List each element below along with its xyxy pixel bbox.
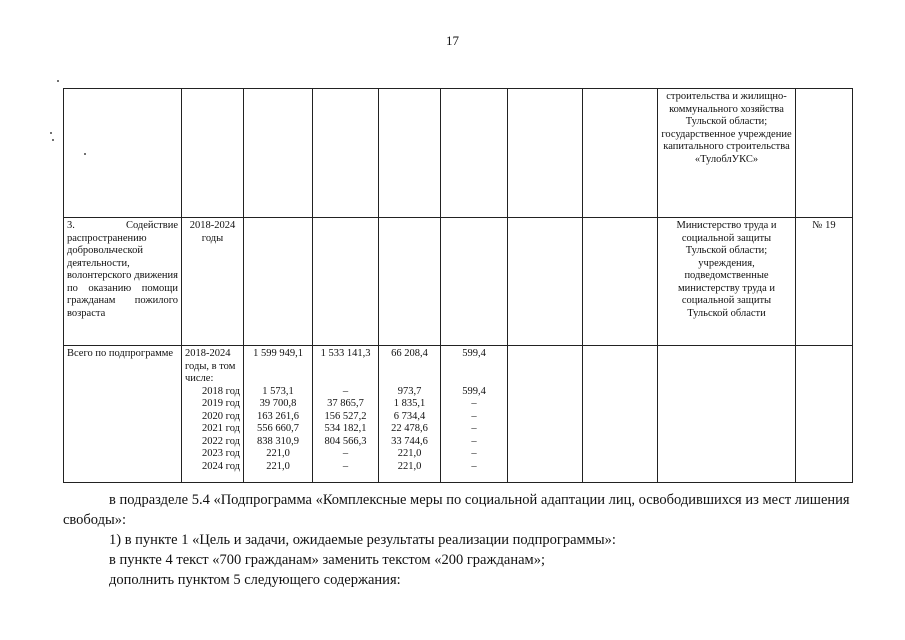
cell-extra [583,89,658,218]
cell-extra [583,346,658,483]
year-label: 2018 год [202,385,240,397]
cell-regional [379,346,441,483]
regional-value: 22 478,6 [391,423,428,434]
cell-extra [583,218,658,346]
cell-indicator [796,346,853,483]
year-label: 2024 год [202,460,240,472]
cell-other [508,218,583,346]
local-value: – [471,435,477,447]
local-value: – [471,460,477,472]
cell-other [508,89,583,218]
local-value: – [471,398,477,409]
local-value: – [471,410,477,422]
year-label: 2023 год [202,448,240,459]
cell-federal [313,89,379,218]
cell-federal [313,218,379,346]
cell-indicator: № 19 [796,218,853,346]
cell-federal [313,346,379,483]
cell-other [508,346,583,483]
cell-total [244,89,313,218]
local-head: 599,4 [462,348,486,359]
regional-value: 221,0 [397,460,422,472]
paragraph: дополнить пунктом 5 следующего содержания: [109,572,401,588]
federal-value: 156 527,2 [324,410,367,422]
cell-total [244,346,313,483]
page-number: 17 [446,33,459,48]
total-value: 221,0 [266,448,290,459]
regional-value: 973,7 [397,385,422,397]
cell-name [64,89,182,218]
amendment-text [63,490,852,590]
local-value: – [471,448,477,459]
federal-value: – [342,460,349,472]
cell-local [441,218,508,346]
cell-responsible: строительства и жилищно-коммунального хозяйства Тульской области; государственное учреждение капитального строительства «ТулоблУКС» [658,89,796,218]
cell-responsible: Министерство труда и социальной защиты Тульской области; учреждения, подведомственные министерству труда и социальной защиты Тульской области [658,218,796,346]
table-row [64,89,853,218]
table-row [64,346,853,483]
paragraph: 1) в пункте 1 «Цель и задачи, ожидаемые результаты реализации подпрограммы»: [109,532,616,548]
federal-value: 804 566,3 [324,435,367,447]
federal-value: – [342,385,349,397]
cell-total [244,218,313,346]
total-value: 163 261,6 [257,410,299,422]
scan-speck [52,139,54,141]
total-value: 221,0 [266,460,290,472]
cell-local [441,89,508,218]
total-value: 556 660,7 [257,423,299,434]
scan-speck [57,80,59,82]
year-label: 2022 год [202,435,240,447]
regional-value: 33 744,6 [391,435,428,447]
federal-value: – [342,448,349,459]
federal-head: 1 533 141,3 [320,348,371,359]
cell-name: 3. Содействие распространению добровольческой деятельности, волонтерского движения по оказанию помощи гражданам пожилого возраста [64,218,182,346]
paragraph: в пункте 4 текст «700 гражданам» заменить текстом «200 гражданам»; [109,552,545,568]
paragraph: в подразделе 5.4 «Подпрограмма «Комплексные меры по социальной адаптации лиц, освободившихся из мест лишения свободы»: [63,492,850,528]
cell-local [441,346,508,483]
regional-value: 221,0 [397,448,422,459]
regional-value: 1 835,1 [393,398,426,409]
cell-indicator [796,89,853,218]
regional-head: 66 208,4 [391,348,428,359]
cell-period [182,346,244,483]
cell-period [182,89,244,218]
local-value: 599,4 [462,385,486,397]
program-table [63,88,853,483]
federal-value: 534 182,1 [324,423,367,434]
cell-period: 2018-2024 годы [182,218,244,346]
year-label: 2019 год [202,398,240,409]
total-value: 1 573,1 [262,385,294,397]
cell-responsible [658,346,796,483]
scan-speck [50,132,52,134]
cell-name: Всего по подпрограмме [64,346,182,483]
period-head: 2018-2024 годы, в том числе: [185,348,236,384]
table-row [64,218,853,346]
cell-regional [379,218,441,346]
cell-regional [379,89,441,218]
total-head: 1 599 949,1 [253,348,303,359]
year-label: 2020 год [202,410,240,422]
year-label: 2021 год [202,423,240,434]
federal-value: 37 865,7 [327,398,364,409]
total-value: 39 700,8 [259,398,297,409]
regional-value: 6 734,4 [393,410,426,422]
local-value: – [471,423,477,434]
total-value: 838 310,9 [257,435,299,447]
